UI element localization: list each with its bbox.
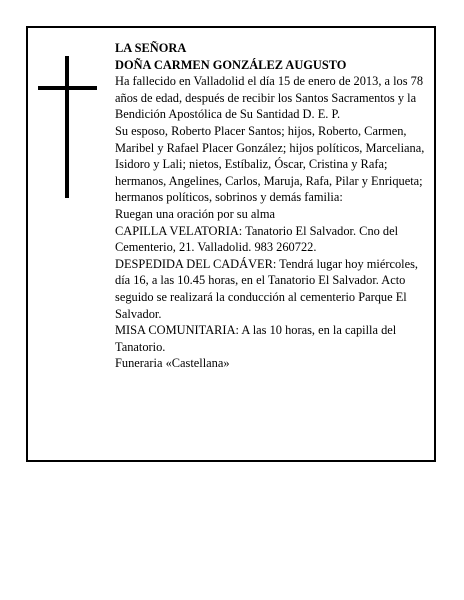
notice-title: LA SEÑORA [115,41,187,55]
obituary-text [115,40,427,372]
death-announcement: Ha fallecido en Valladolid el día 15 de enero de 2013, a los 78 años de edad, después de recibir los Santos Sacramentos y la Bendición Apostólica de Su Santidad D. E. P. [115,74,424,122]
cross-horizontal-bar [38,86,97,90]
deceased-name: DOÑA CARMEN GONZÁLEZ AUGUSTO [115,57,347,72]
family-list: Su esposo, Roberto Placer Santos; hijos, Roberto, Carmen, Maribel y Rafael Placer González; hijos políticos, Marceliana, Isidoro y Lali; nietos, Estíbaliz, Óscar, Cristina y Rafa; hermanos, Angelines, Carlos, Maruja, Rafa, Pilar y Enriqueta; hermanos políticos, sobrinos y demás familia: [115,123,425,205]
farewell-info: DESPEDIDA DEL CADÁVER: Tendrá lugar hoy miércoles, día 16, a las 10.45 horas, en el Tanatorio El Salvador. Acto seguido se realizará la conducción al cementerio Parque El Salvador. [115,256,419,321]
mass-info: MISA COMUNITARIA: A las 10 horas, en la capilla del Tanatorio. [115,323,397,354]
funeral-home: Funeraria «Castellana» [115,356,230,371]
cross-vertical-bar [65,56,69,198]
chapel-info: CAPILLA VELATORIA: Tanatorio El Salvador. Cno del Cementerio, 21. Valladolid. 983 260722. [115,223,399,255]
prayer-request: Ruegan una oración por su alma [115,206,275,221]
